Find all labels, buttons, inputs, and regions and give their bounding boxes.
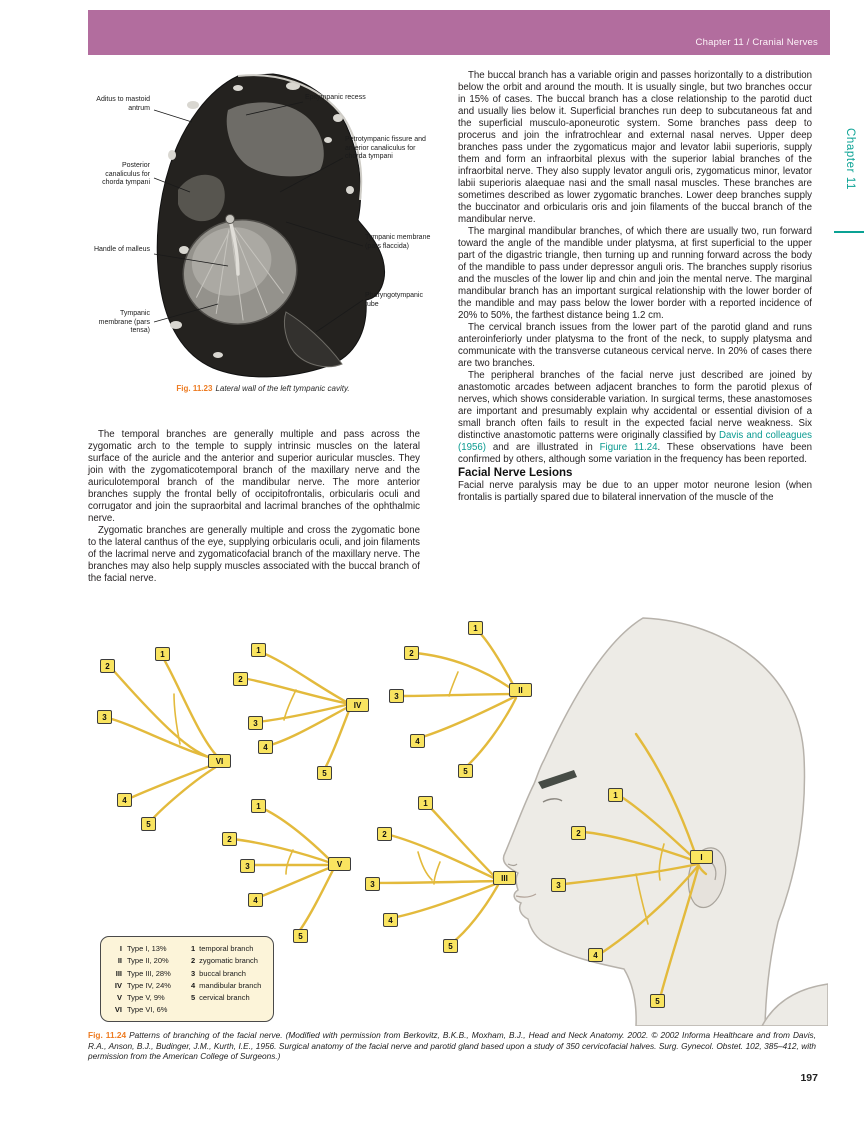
shoulder-outline (762, 984, 828, 1026)
figure-11-23 (88, 70, 438, 382)
body-paragraph-peripheral-branches (458, 370, 812, 466)
legend-branch-number: 2 (191, 956, 196, 966)
chapter-header-bar (88, 10, 830, 55)
face-profile-illustration (503, 618, 828, 1026)
branch-number-chip: 1 (251, 643, 266, 657)
legend-numeral: V (116, 993, 122, 1003)
branch-number-chip: 2 (571, 826, 586, 840)
legend-type-label: Type IV, 24% (127, 980, 171, 990)
legend-branch-row (191, 955, 261, 967)
legend-branch-label: temporal branch (199, 944, 254, 953)
label-pharyngotympanic-tube: Pharyngotympanic tube (365, 292, 423, 308)
malleus-head (226, 215, 235, 224)
legend-numeral: VI (114, 1005, 122, 1015)
legend-type-row (109, 992, 191, 1004)
legend-branch-label: mandibular branch (199, 980, 262, 990)
legend-type-label: Type I, 13% (127, 944, 167, 953)
legend-type-label: Type II, 20% (127, 956, 169, 966)
branch-number-chip: 3 (389, 689, 404, 703)
legend-type-label: Type III, 28% (127, 968, 171, 978)
legend-branch-row (191, 992, 261, 1004)
label-aditus-to-mastoid-antrum: Aditus to mastoid antrum (96, 96, 150, 112)
branch-number-chip: 3 (248, 716, 263, 730)
figure-11-23-caption-text: Lateral wall of the left tympanic cavity. (215, 384, 350, 393)
pattern-numeral-chip-vi: VI (208, 754, 231, 768)
branch-number-chip: 3 (365, 877, 380, 891)
legend-branch-number: 1 (191, 944, 196, 953)
legend-branch-number: 4 (191, 980, 196, 990)
body-paragraph-buccal-branch: The buccal branch has a variable origin and passes horizontally to a distribution below the orbit and around the mouth. It is usually single, but two branches occur in 15% of cases. The buccal branch has a close relationship to the parotid duct and usually lies below it. Superficial branches run deep to subcutaneous fat and the superficial musculo-aponeurotic system. Some branches pass deep to procerus and join the infratrochlear and external nasal nerves. Upper deep branches pass under the zygomaticus major and levator labii superioris, supply them and form an infraorbital plexus with the superior labial branches of the infraorbital nerve. They also supply levator anguli oris, zygomaticus minor, levator labii superioris alaequae nasi and the small nasal muscles. These branches are sometimes described as lower zygomatic branches. Lower deep branches supply the buccinator and orbicularis oris and join filaments of the buccal branch of the mandibular nerve. (458, 70, 812, 225)
label-petrotympanic-fissure: Petrotympanic fissure and anterior canaliculus for chorda tympani (345, 136, 426, 160)
legend-numeral: IV (114, 980, 122, 990)
figure-11-24-caption-label: Fig. 11.24 (88, 1030, 127, 1040)
legend-numeral: II (117, 956, 122, 966)
legend-type-label: Type V, 9% (127, 993, 165, 1003)
branch-number-chip: 3 (240, 859, 255, 873)
legend-branch-number: 3 (191, 968, 196, 978)
body-paragraph-temporal-branches: The temporal branches are generally multiple and pass across the zygomatic arch to the temple to supply intrinsic muscles on the lateral surface of the auricle and the anterior and superior auricular muscles. They join with the zygomaticotemporal branch of the maxillary nerve and the auriculotemporal branch of the mandibular nerve. The more anterior branches supply the frontal belly of occipitofrontalis, orbicularis oculi and corrugator and join the supraorbital and lacrimal branches of the ophthalmic nerve. (88, 429, 420, 524)
branch-number-chip: 4 (588, 948, 603, 962)
pattern-numeral-chip-v: V (328, 857, 351, 871)
figure-11-23-caption-label: Fig. 11.23 (176, 384, 213, 393)
citation-link-davis-1956[interactable]: Davis and colleagues (1956) (458, 430, 812, 453)
branch-number-chip: 1 (251, 799, 266, 813)
label-epitympanic-recess: Epitympanic recess (305, 94, 366, 101)
legend-types-column (109, 943, 191, 1017)
legend-branch-row (191, 980, 261, 992)
right-text-column (458, 70, 812, 504)
branch-number-chip: 1 (608, 788, 623, 802)
chapter-side-tab: Chapter 11 (844, 128, 856, 191)
body-paragraph-zygomatic-branches: Zygomatic branches are generally multiple and cross the zygomatic bone to the lateral canthus of the eye, supplying orbicularis oculi, and join filaments of the lacrimal nerve and zygomaticofacial branch of the maxillary nerve. The branches may also help supply muscles associated with the buccal branch of the facial nerve. (88, 525, 420, 584)
pattern-numeral-chip-i: I (690, 850, 713, 864)
figure-11-24-reference-link[interactable]: Figure 11.24 (599, 442, 658, 453)
legend-numeral: III (115, 968, 122, 978)
paragraph-text: and are illustrated in (486, 442, 600, 453)
legend-type-row (109, 943, 191, 955)
legend-branch-row (191, 968, 261, 980)
figure-legend (100, 936, 274, 1022)
branch-number-chip: 4 (117, 793, 132, 807)
figure-11-24 (88, 612, 828, 1026)
branch-number-chip: 4 (410, 734, 425, 748)
label-handle-of-malleus: Handle of malleus (93, 246, 150, 253)
page-number: 197 (800, 1072, 818, 1084)
legend-numeral: I (119, 944, 122, 953)
paragraph-text: . These observations have been confirmed by others, although some variation in the frequency has been reported. (458, 442, 812, 465)
label-pars-tensa: Tympanic membrane (pars tensa) (98, 310, 150, 334)
branch-number-chip: 2 (377, 827, 392, 841)
branch-number-chip: 5 (458, 764, 473, 778)
branch-number-chip: 2 (233, 672, 248, 686)
pattern-numeral-chip-ii: II (509, 683, 532, 697)
branch-number-chip: 3 (97, 710, 112, 724)
branch-number-chip: 4 (383, 913, 398, 927)
branch-number-chip: 1 (155, 647, 170, 661)
pattern-numeral-chip-iii: III (493, 871, 516, 885)
figure-11-24-caption (88, 1030, 816, 1062)
figure-11-24-caption-text: Patterns of branching of the facial nerve. (Modified with permission from Berkovitz, B.K.B., Moxham, B.J., Head and Neck Anatomy. 2002. © 2002 Informa Healthcare and from Davis, R.A., Anson, B.J., Budinger, J.M., Kurth, I.E., 1956. Surgical anatomy of the facial nerve and parotid gland based upon a study of 350 cervicofacial halves. Surg. Gynecol. Obstet. 102, 385–412, with permission from the American College of Surgeons.) (88, 1030, 816, 1062)
pattern-numeral-chip-iv: IV (346, 698, 369, 712)
branch-number-chip: 5 (443, 939, 458, 953)
branch-number-chip: 4 (248, 893, 263, 907)
body-paragraph-marginal-mandibular: The marginal mandibular branches, of which there are usually two, run forward toward the angle of the mandible under platysma, at first superficial to the upper part of the digastric triangle, then turning up and running forward across the body of the mandible to pass under depressor anguli oris. The branches supply risorius and the muscles of the lower lip and chin and join the mental nerve. The marginal mandibular branch has an important surgical relationship with the lower border of the mandible and may pass below the lower border with a reported incidence of 20% to 50%, the farthest distance being 1.2 cm. (458, 226, 812, 321)
legend-type-row (109, 955, 191, 967)
branch-number-chip: 3 (551, 878, 566, 892)
branch-number-chip: 2 (222, 832, 237, 846)
chapter-header-title: Chapter 11 / Cranial Nerves (695, 37, 818, 48)
figure-11-23-caption (88, 384, 438, 393)
section-heading-facial-nerve-lesions: Facial Nerve Lesions (458, 467, 573, 479)
branch-number-chip: 5 (293, 929, 308, 943)
branch-number-chip: 1 (468, 621, 483, 635)
legend-branch-number: 5 (191, 993, 196, 1003)
legend-branch-row (191, 943, 261, 955)
legend-type-row (109, 980, 191, 992)
label-pars-flaccida: Tympanic membrane (pars flaccida) (365, 234, 431, 250)
legend-branches-column (191, 943, 261, 1017)
branch-number-chip: 2 (404, 646, 419, 660)
body-paragraph-cervical-branch: The cervical branch issues from the lower part of the parotid gland and runs anteroinferiorly under platysma to the front of the neck, to supply platysma and communicate with the transverse cutaneous cervical nerve. In 20% of cases there are two branches. (458, 322, 812, 369)
legend-branch-label: cervical branch (199, 993, 250, 1003)
legend-type-row (109, 1004, 191, 1016)
paragraph-text: The peripheral branches of the facial nerve just described are joined by anastomotic arcades between adjacent branches to form the parotid plexus of nerves, which shows considerable variation. In surgical terms, these anastomoses are important and presumably explain why accidental or essential division of a small branch often fails to result in the expected facial nerve weakness. Six distinctive anastomotic patterns were originally classified by (458, 370, 812, 441)
side-tab-rule (834, 231, 864, 233)
legend-branch-label: zygomatic branch (199, 956, 258, 966)
branch-number-chip: 5 (141, 817, 156, 831)
branch-number-chip: 2 (100, 659, 115, 673)
branch-number-chip: 4 (258, 740, 273, 754)
legend-type-label: Type VI, 6% (127, 1005, 168, 1015)
label-posterior-canaliculus: Posterior canaliculus for chorda tympani (102, 162, 150, 186)
branch-number-chip: 5 (317, 766, 332, 780)
legend-branch-label: buccal branch (199, 968, 246, 978)
branch-number-chip: 5 (650, 994, 665, 1008)
left-text-column (88, 429, 420, 585)
legend-type-row (109, 968, 191, 980)
body-paragraph-facial-nerve-paralysis: Facial nerve paralysis may be due to an upper motor neurone lesion (when frontalis is partially spared due to bilateral innervation of the muscle of the (458, 480, 812, 503)
branch-number-chip: 1 (418, 796, 433, 810)
